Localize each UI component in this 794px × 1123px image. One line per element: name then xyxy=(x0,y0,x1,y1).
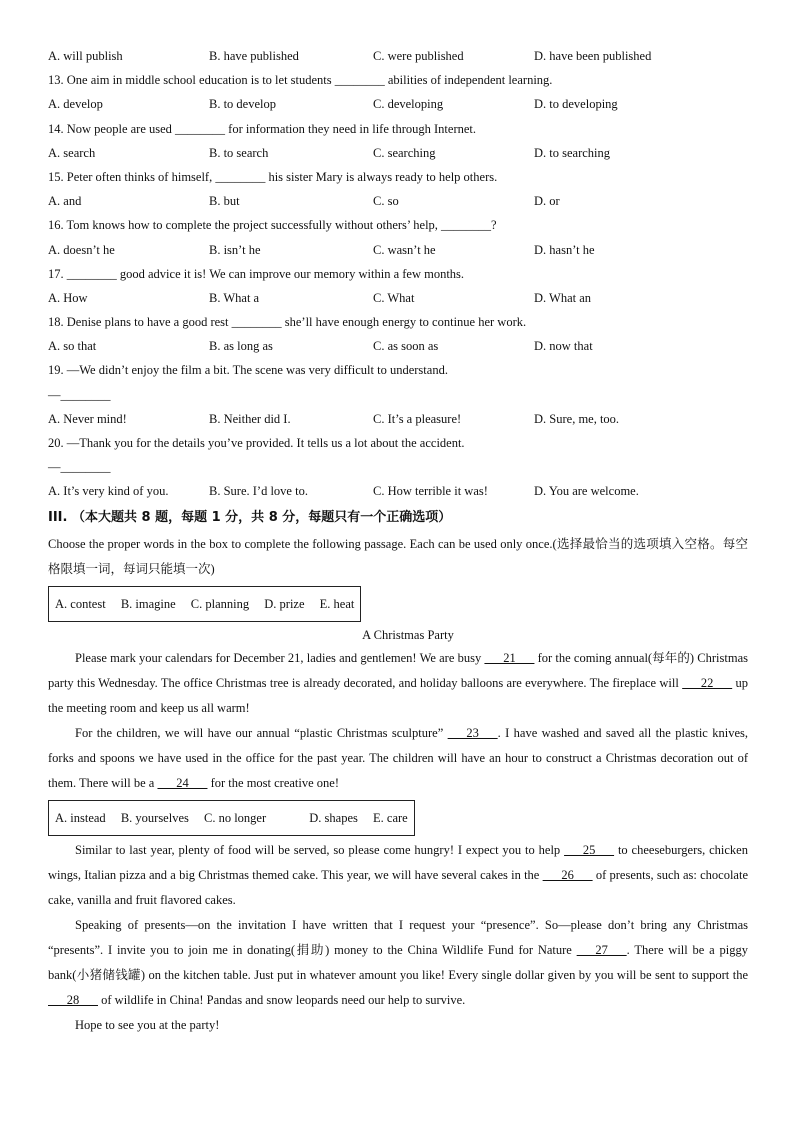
option-d[interactable]: D. have been published xyxy=(534,49,652,63)
option-b[interactable]: B. Neither did I. xyxy=(209,411,291,426)
question-options xyxy=(48,286,748,310)
word-option: A. instead xyxy=(55,810,106,825)
passage-text: to cheeseburgers, chicken wings, Italian pizza and a big Christmas themed cake. This year, we will have several cakes in the xyxy=(48,842,748,882)
option-c[interactable]: C. How terrible it was! xyxy=(373,484,488,499)
option-b[interactable]: B. have published xyxy=(209,49,299,63)
answer-blank[interactable]: 21 xyxy=(484,650,535,665)
option-a[interactable]: A. It’s very kind of you. xyxy=(48,484,169,499)
paragraph xyxy=(48,838,748,913)
word-option: C. planning xyxy=(190,596,250,611)
option-a[interactable]: A. develop xyxy=(48,97,103,112)
question-list xyxy=(48,68,748,358)
passage-text: Speaking of presents—on the invitation I have written that I request your “presence”. So—please don’t bring any Christmas “presents”. I invite you to join me in donating(捐助) money to the China Wildlife Fund for Nature xyxy=(48,917,748,957)
paragraph xyxy=(48,721,748,796)
option-a[interactable]: A. so that xyxy=(48,339,97,354)
question-stem: 18. Denise plans to have a good rest ________ she’ll have enough energy to continue her work. xyxy=(48,315,527,330)
section-heading: III. （本大题共 8 题，每题 1 分，共 8 分，每题只有一个正确选项） xyxy=(48,509,452,525)
q19-options xyxy=(48,407,748,431)
question-options xyxy=(48,334,748,358)
option-b[interactable]: B. as long as xyxy=(209,339,273,354)
passage-title: A Christmas Party xyxy=(362,627,454,642)
question-stem: 19. —We didn’t enjoy the film a bit. The scene was very difficult to understand. xyxy=(48,363,448,378)
option-b[interactable]: B. isn’t he xyxy=(209,242,261,257)
question-stem: 14. Now people are used ________ for information they need in life through Internet. xyxy=(48,121,477,136)
word-option: A. contest xyxy=(55,596,106,611)
question-options xyxy=(48,189,748,213)
option-a[interactable]: A. search xyxy=(48,145,96,160)
word-option: E. heat xyxy=(319,596,355,611)
option-a[interactable]: A. doesn’t he xyxy=(48,242,115,257)
option-d[interactable]: D. to searching xyxy=(534,145,611,160)
question-stem: 16. Tom knows how to complete the project successfully without others’ help, ________? xyxy=(48,218,497,233)
passage-text: of wildlife in China! Pandas and snow leopards need our help to survive. xyxy=(98,992,466,1007)
answer-blank[interactable]: 22 xyxy=(682,675,733,690)
passage-text: Please mark your calendars for December 21, ladies and gentlemen! We are busy xyxy=(75,650,485,665)
option-d[interactable]: D. or xyxy=(534,194,560,209)
question-options xyxy=(48,141,748,165)
option-c[interactable]: C. developing xyxy=(373,97,444,112)
option-d[interactable]: D. hasn’t he xyxy=(534,242,595,257)
option-d[interactable]: D. You are welcome. xyxy=(534,484,639,499)
option-b[interactable]: B. to develop xyxy=(209,97,277,112)
section-instruction: Choose the proper words in the box to complete the following passage. Each can be used only once.(选择最恰当的选项填入空格。每空格限填一词，每词只能填一次) xyxy=(48,536,748,576)
answer-blank[interactable]: 24 xyxy=(157,775,208,790)
q20-options xyxy=(48,479,748,503)
question-stem: 17. ________ good advice it is! We can improve our memory within a few months. xyxy=(48,266,465,281)
word-option: B. imagine xyxy=(120,596,176,611)
passage-text: of presents, such as: chocolate cake, vanilla and fruit flavored cakes. xyxy=(48,867,748,907)
option-c[interactable]: C. wasn’t he xyxy=(373,242,436,257)
passage-text: For the children, we will have our annual “plastic Christmas sculpture” xyxy=(75,725,448,740)
answer-blank[interactable]: 27 xyxy=(576,942,627,957)
passage-text: for the most creative one! xyxy=(207,775,340,790)
answer-blank[interactable]: 26 xyxy=(542,867,593,882)
question-stem: 13. One aim in middle school education is to let students ________ abilities of independent learning. xyxy=(48,73,553,88)
question-options xyxy=(48,92,748,116)
option-d[interactable]: D. Sure, me, too. xyxy=(534,411,620,426)
answer-blank[interactable]: 23 xyxy=(447,725,498,740)
paragraph xyxy=(48,646,748,721)
option-c[interactable]: C. It’s a pleasure! xyxy=(373,411,462,426)
question-stem: 20. —Thank you for the details you’ve provided. It tells us a lot about the accident. xyxy=(48,436,465,450)
option-c[interactable]: C. as soon as xyxy=(373,339,439,354)
option-d[interactable]: D. now that xyxy=(534,339,593,354)
option-b[interactable]: B. What a xyxy=(209,290,260,305)
option-b[interactable]: B. to search xyxy=(209,145,269,160)
word-option: E. care xyxy=(373,810,408,825)
option-d[interactable]: D. What an xyxy=(534,290,592,305)
passage-text: . I have washed and saved all the plastic knives, forks and spoons we have used in the office for the past year. The children will have an hour to construct a Christmas decoration out of them. There will be a xyxy=(48,725,748,790)
word-box-1 xyxy=(48,586,361,622)
answer-blank[interactable]: 25 xyxy=(564,842,615,857)
answer-blank[interactable]: 28 xyxy=(48,992,98,1007)
passage-text: up the meeting room and keep us all warm! xyxy=(48,675,748,715)
word-option: D. prize xyxy=(264,596,305,611)
option-c[interactable]: C. were published xyxy=(373,49,464,63)
passage-text: for the coming annual(每年的) Christmas party this Wednesday. The office Christmas tree is already decorated, and holiday balloons are everywhere. The fireplace will xyxy=(48,650,749,690)
question-options xyxy=(48,238,748,262)
exam-page xyxy=(48,44,748,1038)
option-b[interactable]: B. but xyxy=(209,194,240,209)
option-c[interactable]: C. What xyxy=(373,290,415,305)
passage-text: Similar to last year, plenty of food will be served, so please come hungry! I expect you to help xyxy=(75,842,565,857)
word-option: C. no longer xyxy=(204,810,267,825)
word-option: B. yourselves xyxy=(120,810,189,825)
closing-line: Hope to see you at the party! xyxy=(75,1017,220,1032)
option-b[interactable]: B. Sure. I’d love to. xyxy=(209,484,308,499)
answer-blank[interactable]: —________ xyxy=(48,460,111,475)
word-option: D. shapes xyxy=(309,810,358,825)
option-a[interactable]: A. and xyxy=(48,194,82,209)
passage-text: . There will be a piggy bank(小猪储钱罐) on the kitchen table. Just put in whatever amount you like! Every single dollar given by you will be sent to support the xyxy=(48,942,748,982)
option-c[interactable]: C. searching xyxy=(373,145,436,160)
option-a[interactable]: A. How xyxy=(48,290,88,305)
option-a[interactable]: A. Never mind! xyxy=(48,411,127,426)
option-a[interactable]: A. will publish xyxy=(48,49,123,63)
question-stem: 15. Peter often thinks of himself, ________ his sister Mary is always ready to help others. xyxy=(48,169,498,184)
answer-blank[interactable]: —________ xyxy=(48,387,111,402)
word-box-2 xyxy=(48,800,415,836)
option-d[interactable]: D. to developing xyxy=(534,97,618,112)
q12-options xyxy=(48,44,748,68)
option-c[interactable]: C. so xyxy=(373,194,399,209)
paragraph xyxy=(48,913,748,1013)
